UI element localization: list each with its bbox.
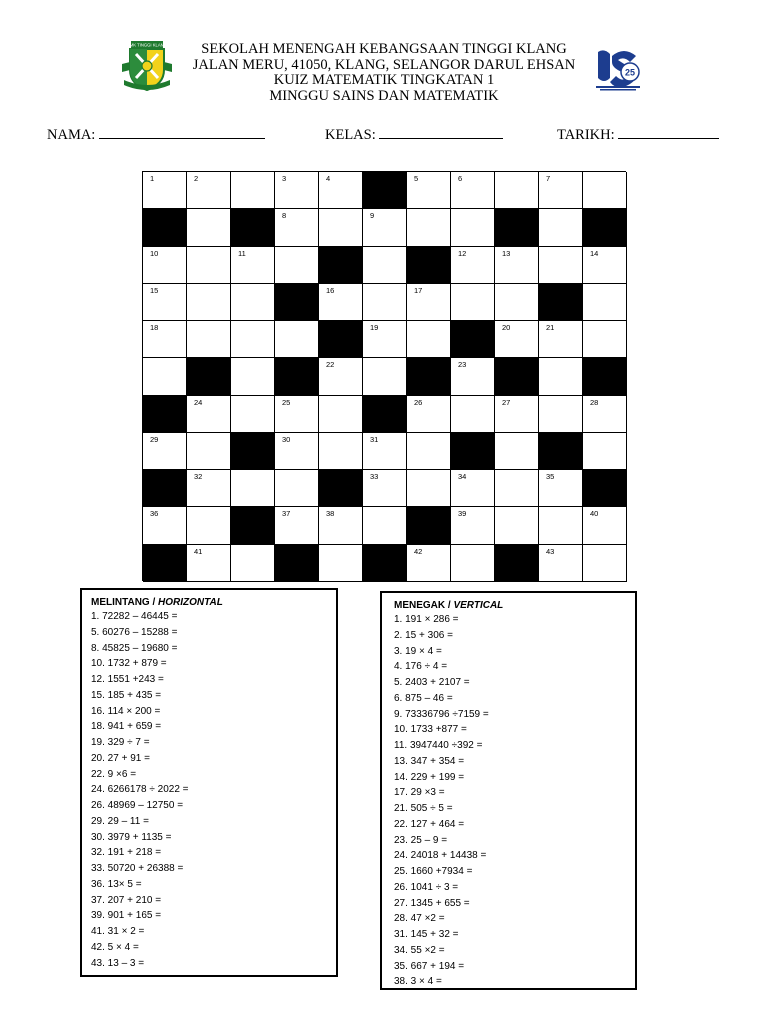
clue-number: 28 [590,397,599,407]
crossword-answer-cell[interactable] [275,396,319,433]
crossword-answer-cell[interactable] [583,321,627,358]
crossword-answer-cell[interactable] [583,545,627,582]
crossword-answer-cell[interactable] [363,247,407,284]
event-title: MINGGU SAINS DAN MATEMATIK [269,87,499,104]
crossword-answer-cell[interactable] [539,545,583,582]
crossword-answer-cell[interactable] [451,209,495,246]
clue-number: 32 [194,472,203,482]
clue-number: 20 [502,323,511,333]
clue-item: 25. 1660 +7934 = [394,866,473,877]
crossword-block-cell [495,358,539,395]
crossword-block-cell [143,396,187,433]
crossword-answer-cell[interactable] [143,321,187,358]
crossword-answer-cell[interactable] [583,172,627,209]
crossword-answer-cell[interactable] [187,396,231,433]
crossword-answer-cell[interactable] [583,396,627,433]
crossword-answer-cell[interactable] [539,209,583,246]
clue-number: 29 [150,434,159,444]
crossword-answer-cell[interactable] [231,284,275,321]
clue-number: 21 [546,323,555,333]
vertical-clues-box [380,591,637,990]
clue-number: 39 [458,509,467,519]
clue-item: 37. 207 + 210 = [91,894,162,906]
clue-number: 2 [194,174,199,183]
clue-item: 26. 1041 ÷ 3 = [394,881,459,893]
clue-item: 4. 176 ÷ 4 = [394,661,448,673]
clue-item: 6. 875 – 46 = [394,692,453,704]
school-header [0,42,768,104]
crossword-block-cell [539,433,583,470]
crossword-answer-cell[interactable] [275,470,319,507]
crossword-answer-cell[interactable] [495,507,539,544]
clue-item: 27. 1345 + 655 = [394,897,470,909]
clue-number: 12 [458,248,467,258]
clue-item: 21. 505 ÷ 5 = [394,803,453,814]
crossword-block-cell [363,172,407,209]
crossword-answer-cell[interactable] [187,284,231,321]
clue-item: 15. 185 + 435 = [91,689,162,701]
crossword-answer-cell[interactable] [495,321,539,358]
clue-item: 28. 47 ×2 = [394,913,445,925]
clue-item: 10. 1733 +877 = [394,724,467,736]
clue-item: 41. 31 × 2 = [91,926,145,937]
crossword-answer-cell[interactable] [275,433,319,470]
crossword-block-cell [451,321,495,358]
clue-number: 36 [150,509,159,519]
clue-number: 6 [458,174,463,183]
crossword-answer-cell[interactable] [583,284,627,321]
crossword-block-cell [231,507,275,544]
name-label: NAMA: [47,127,96,143]
crossword-block-cell [407,358,451,395]
crossword-answer-cell[interactable] [363,209,407,246]
crossword-answer-cell[interactable] [143,358,187,395]
clue-number: 9 [370,211,375,221]
class-blank-line[interactable] [379,126,503,139]
date-blank-line[interactable] [618,126,719,139]
clue-number: 19 [370,323,379,333]
quiz-title: KUIZ MATEMATIK TINGKATAN 1 [273,72,495,88]
crossword-answer-cell[interactable] [187,209,231,246]
crossword-answer-cell[interactable] [363,470,407,507]
crossword-answer-cell[interactable] [275,507,319,544]
crossword-answer-cell[interactable] [539,396,583,433]
clue-item: 22. 9 ×6 = [91,768,137,780]
crossword-block-cell [143,545,187,582]
crest-banner-text: SMK TINGGI KLANG [127,42,167,48]
crossword-answer-cell[interactable] [275,321,319,358]
crossword-answer-cell[interactable] [363,433,407,470]
clue-number: 24 [194,397,203,407]
crossword-answer-cell[interactable] [539,507,583,544]
crossword-answer-cell[interactable] [363,507,407,544]
crossword-answer-cell[interactable] [187,433,231,470]
clue-number: 11 [238,248,246,258]
crossword-answer-cell[interactable] [319,209,363,246]
clue-number: 7 [546,174,551,183]
crossword-block-cell [319,247,363,284]
crossword-answer-cell[interactable] [319,358,363,395]
crossword-answer-cell[interactable] [143,433,187,470]
crossword-answer-cell[interactable] [407,545,451,582]
crossword-answer-cell[interactable] [187,321,231,358]
vertical-clue-list [394,612,635,990]
clue-item: 12. 1551 +243 = [91,674,164,685]
crossword-answer-cell[interactable] [319,433,363,470]
crossword-answer-cell[interactable] [451,545,495,582]
vertical-title-ms: MENEGAK / [394,600,454,611]
crossword-answer-cell[interactable] [407,284,451,321]
crossword-answer-cell[interactable] [407,209,451,246]
clue-number: 41 [194,546,203,556]
clue-item: 22. 127 + 464 = [394,818,465,830]
crossword-answer-cell[interactable] [231,321,275,358]
clue-item: 5. 2403 + 2107 = [394,677,470,688]
clue-number: 31 [370,434,379,444]
crossword-answer-cell[interactable] [407,396,451,433]
clue-item: 43. 13 – 3 = [91,957,145,969]
clue-item: 5. 60276 – 15288 = [91,626,178,638]
crossword-answer-cell[interactable] [451,358,495,395]
crossword-answer-cell[interactable] [539,470,583,507]
crossword-answer-cell[interactable] [407,321,451,358]
crossword-answer-cell[interactable] [143,284,187,321]
clue-number: 10 [150,248,159,258]
crossword-block-cell [583,358,627,395]
clue-item: 34. 55 ×2 = [394,944,445,956]
crossword-block-cell [187,358,231,395]
crossword-answer-cell[interactable] [363,284,407,321]
crossword-answer-cell[interactable] [187,470,231,507]
crossword-block-cell [495,545,539,582]
crossword-block-cell [583,470,627,507]
class-field[interactable] [325,126,503,144]
crossword-answer-cell[interactable] [407,470,451,507]
clue-number: 38 [326,509,335,519]
crossword-answer-cell[interactable] [187,247,231,284]
clue-number: 18 [150,323,159,333]
clue-number: 23 [458,360,467,370]
school-name: SEKOLAH MENENGAH KEBANGSAAN TINGGI KLANG [201,41,567,57]
crossword-answer-cell[interactable] [231,358,275,395]
crossword-answer-cell[interactable] [187,172,231,209]
clue-item: 26. 48969 – 12750 = [91,800,184,811]
clue-item: 17. 29 ×3 = [394,787,445,799]
clue-number: 5 [414,174,419,183]
crossword-block-cell [539,284,583,321]
crossword-answer-cell[interactable] [583,433,627,470]
crossword-block-cell [319,321,363,358]
clue-item: 29. 29 – 11 = [91,815,149,827]
clue-item: 1. 191 × 286 = [394,614,459,625]
crossword-answer-cell[interactable] [495,396,539,433]
clue-item: 36. 13× 5 = [91,878,142,890]
crossword-answer-cell[interactable] [363,358,407,395]
crossword-answer-cell[interactable] [451,507,495,544]
clue-number: 16 [326,285,335,295]
clue-item: 13. 347 + 354 = [394,755,465,767]
crossword-block-cell [407,247,451,284]
crossword-answer-cell[interactable] [583,507,627,544]
clue-item: 14. 229 + 199 = [394,771,465,783]
crossword-block-cell [143,470,187,507]
clue-number: 26 [414,397,423,407]
crossword-answer-cell[interactable] [451,470,495,507]
crossword-answer-cell[interactable] [319,396,363,433]
clue-item: 38. 3 × 4 = [394,976,442,988]
crossword-answer-cell[interactable] [319,172,363,209]
crossword-block-cell [363,545,407,582]
clue-number: 8 [282,211,287,221]
crossword-answer-cell[interactable] [495,172,539,209]
crossword-answer-cell[interactable] [143,507,187,544]
clue-number: 4 [326,174,331,183]
crossword-answer-cell[interactable] [451,396,495,433]
crossword-answer-cell[interactable] [231,247,275,284]
clue-item: 33. 50720 + 26388 = [91,863,184,874]
clue-item: 9. 73336796 ÷7159 = [394,708,489,720]
clue-number: 25 [282,397,291,407]
name-blank-line[interactable] [99,126,265,139]
clue-number: 13 [502,248,511,258]
crossword-answer-cell[interactable] [407,433,451,470]
clue-item: 19. 329 ÷ 7 = [91,737,150,748]
clue-item: 24. 6266178 ÷ 2022 = [91,784,189,796]
clue-number: 37 [282,509,291,519]
clue-number: 22 [326,360,335,370]
crossword-answer-cell[interactable] [275,209,319,246]
clue-item: 31. 145 + 32 = [394,929,459,940]
crossword-answer-cell[interactable] [319,284,363,321]
crossword-answer-cell[interactable] [451,247,495,284]
crossword-answer-cell[interactable] [275,172,319,209]
horizontal-title-en: HORIZONTAL [158,597,223,608]
crossword-block-cell [495,209,539,246]
crossword-answer-cell[interactable] [495,247,539,284]
school-address: JALAN MERU, 41050, KLANG, SELANGOR DARUL EHSAN [192,56,576,73]
date-label: TARIKH: [557,127,615,143]
clue-item: 1. 72282 – 46445 = [91,611,178,622]
clue-item: 18. 941 + 659 = [91,721,162,733]
clue-item: 11. 3947440 ÷392 = [394,740,483,751]
crossword-block-cell [275,358,319,395]
clue-item: 20. 27 + 91 = [91,752,150,764]
crossword-answer-cell[interactable] [451,172,495,209]
crossword-answer-cell[interactable] [231,172,275,209]
crossword-answer-cell[interactable] [363,321,407,358]
clue-item: 2. 15 + 306 = [394,629,453,641]
date-field[interactable] [557,126,719,144]
crossword-answer-cell[interactable] [539,247,583,284]
crossword-grid [142,171,626,581]
crossword-block-cell [583,209,627,246]
clue-item: 32. 191 + 218 = [91,847,162,859]
crossword-block-cell [319,470,363,507]
clue-number: 30 [282,434,291,444]
crossword-answer-cell[interactable] [539,172,583,209]
clue-item: 30. 3979 + 1135 = [91,831,172,843]
crossword-answer-cell[interactable] [495,470,539,507]
crossword-answer-cell[interactable] [407,172,451,209]
clue-item: 42. 5 × 4 = [91,941,139,953]
crossword-answer-cell[interactable] [231,545,275,582]
clue-number: 3 [282,174,287,183]
crossword-answer-cell[interactable] [319,507,363,544]
horizontal-title-ms: MELINTANG / [91,597,159,608]
crossword-answer-cell[interactable] [143,172,187,209]
crossword-answer-cell[interactable] [451,284,495,321]
clue-item: 35. 667 + 194 = [394,960,465,972]
clue-number: 14 [590,248,599,258]
crossword-answer-cell[interactable] [539,358,583,395]
crossword-answer-cell[interactable] [583,247,627,284]
horizontal-clues-box [80,588,338,977]
crossword-answer-cell[interactable] [495,284,539,321]
name-field[interactable] [47,126,265,144]
crossword-answer-cell[interactable] [539,321,583,358]
crossword-answer-cell[interactable] [231,396,275,433]
crossword-block-cell [451,433,495,470]
horizontal-clues-title [91,596,336,609]
vertical-title-en: VERTICAL [453,600,504,611]
crossword-block-cell [275,284,319,321]
crossword-answer-cell[interactable] [187,545,231,582]
clue-number: 17 [414,285,423,295]
clue-item: 23. 25 – 9 = [394,834,448,846]
horizontal-clue-list [91,609,336,971]
crossword-answer-cell[interactable] [275,247,319,284]
crossword-block-cell [231,433,275,470]
clue-number: 43 [546,546,555,556]
anniversary-number: 25 [624,67,636,78]
crossword-answer-cell[interactable] [231,470,275,507]
crossword-block-cell [407,507,451,544]
vertical-clues-title [394,599,635,612]
clue-item: 10. 1732 + 879 = [91,658,167,670]
clue-item: 3. 19 × 4 = [394,645,442,657]
clue-number: 15 [150,285,159,295]
clue-number: 35 [546,472,555,482]
crossword-answer-cell[interactable] [143,247,187,284]
crossword-block-cell [231,209,275,246]
crossword-answer-cell[interactable] [187,507,231,544]
crossword-block-cell [275,545,319,582]
crossword-block-cell [143,209,187,246]
crossword-block-cell [363,396,407,433]
clue-number: 42 [414,546,423,556]
clue-item: 24. 24018 + 14438 = [394,850,487,862]
clue-number: 34 [458,472,467,482]
clue-item: 8. 45825 – 19680 = [91,642,178,654]
clue-number: 27 [502,397,511,407]
clue-item: 39. 901 + 165 = [91,910,162,922]
clue-number: 40 [590,509,599,519]
class-label: KELAS: [325,127,376,143]
clue-number: 1 [150,174,155,183]
clue-item: 16. 114 × 200 = [91,705,161,717]
crossword-answer-cell[interactable] [319,545,363,582]
crossword-answer-cell[interactable] [495,433,539,470]
clue-number: 33 [370,472,379,482]
